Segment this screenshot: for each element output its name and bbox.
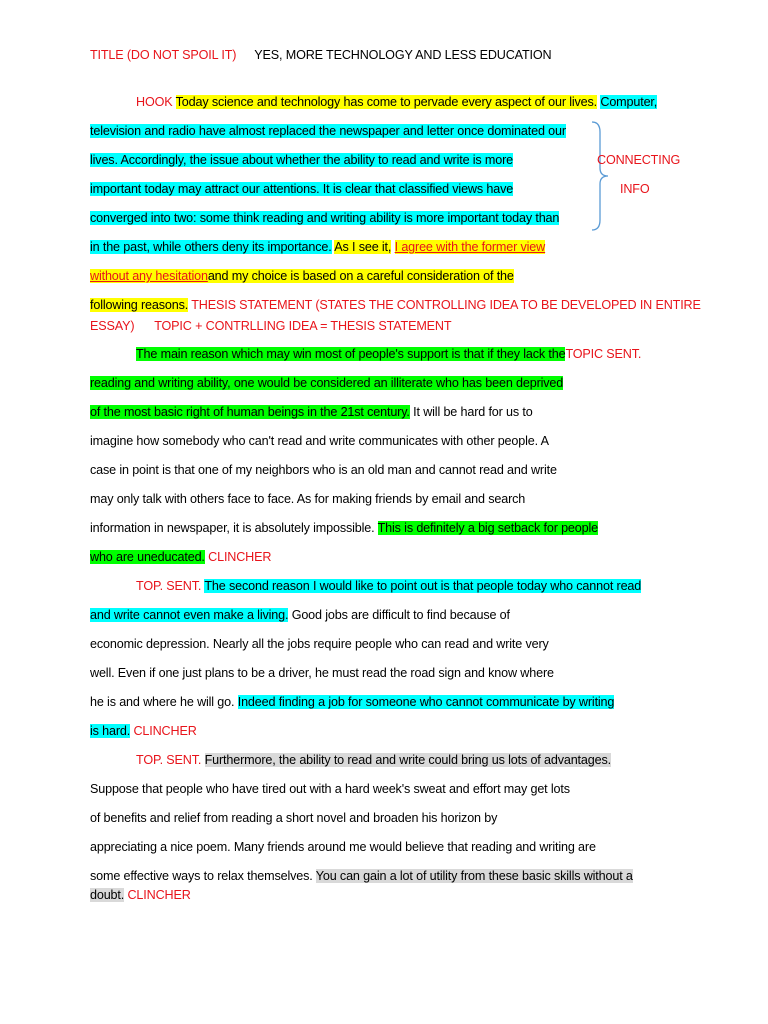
p1-line-8: following reasons. THESIS STATEMENT (STATES THE CONTROLLING IDEA TO BE DEVELOPED IN ENTIRE <box>90 298 701 312</box>
p1-line-7: without any hesitationand my choice is based on a careful consideration of the <box>90 269 514 283</box>
p4-line-6: doubt. CLINCHER <box>90 888 191 902</box>
p2-line-6: may only talk with others face to face. As for making friends by email and search <box>90 492 526 506</box>
p2-line-1 <box>136 346 641 363</box>
thesis-statement-label: THESIS STATEMENT (STATES THE CONTROLLING IDEA TO BE DEVELOPED IN ENTIRE <box>191 298 701 312</box>
p4-line-1: TOP. SENT. Furthermore, the ability to read and write could bring us lots of advantages. <box>136 753 611 767</box>
p3-line-1: TOP. SENT. The second reason I would like to point out is that people today who cannot read <box>136 579 642 593</box>
title-label: TITLE (DO NOT SPOIL IT) <box>90 48 237 62</box>
p1-line-9: ESSAY) TOPIC + CONTRLLING IDEA = THESIS STATEMENT <box>90 319 452 333</box>
p2-line-5: case in point is that one of my neighbors who is an old man and cannot read and write <box>90 463 557 477</box>
p3-line-5: he is and where he will go. Indeed finding a job for someone who cannot communicate by writing <box>90 695 615 709</box>
clincher-sentence: This is definitely a big setback for people <box>377 521 599 535</box>
clincher-label: CLINCHER <box>133 724 197 738</box>
connecting-note-1: CONNECTING <box>597 153 681 167</box>
thesis-position: I agree with the former view <box>394 240 546 254</box>
p2-line-2: reading and writing ability, one would be considered an illiterate who has been deprived <box>90 376 564 390</box>
p4-line-4: appreciating a nice poem. Many friends around me would believe that reading and writing are <box>90 840 596 854</box>
top-sent-label: TOP. SENT. <box>136 579 202 593</box>
p1-line-1 <box>136 94 657 111</box>
essay-title: YES, MORE TECHNOLOGY AND LESS EDUCATION <box>254 48 552 62</box>
brace-icon <box>590 120 610 232</box>
p1-line-5: converged into two: some think reading and writing ability is more important today than <box>90 211 560 225</box>
p4-line-3: of benefits and relief from reading a short novel and broaden his horizon by <box>90 811 498 825</box>
p1-line-3: lives. Accordingly, the issue about whether the ability to read and write is more <box>90 153 514 167</box>
p3-line-3: economic depression. Nearly all the jobs require people who can read and write very <box>90 637 549 651</box>
clincher-label: CLINCHER <box>127 888 191 902</box>
clincher-label: CLINCHER <box>208 550 272 564</box>
p1-line-6: in the past, while others deny its importance. As I see it, I agree with the former view <box>90 240 546 254</box>
connecting-note-2: INFO <box>620 182 650 196</box>
p4-line-2: Suppose that people who have tired out with a hard week's sweat and effort may get lots <box>90 782 570 796</box>
p2-line-7: information in newspaper, it is absolutely impossible. This is definitely a big setback for people <box>90 521 599 535</box>
p1-line-2: television and radio have almost replaced the newspaper and letter once dominated our <box>90 124 566 138</box>
connecting-text: Computer, <box>600 95 658 109</box>
topic-sentence: The main reason which may win most of people's support is that if they lack the <box>136 347 566 361</box>
hook-label: HOOK <box>136 95 173 109</box>
title-line <box>90 47 551 64</box>
hook-sentence: Today science and technology has come to pervade every aspect of our lives. <box>175 95 598 109</box>
p1-line-4: important today may attract our attentions. It is clear that classified views have <box>90 182 514 196</box>
p2-line-3: of the most basic right of human beings in the 21st century. It will be hard for us to <box>90 405 533 419</box>
p3-line-4: well. Even if one just plans to be a driver, he must read the road sign and know where <box>90 666 554 680</box>
p4-line-5: some effective ways to relax themselves. You can gain a lot of utility from these basic skills without a <box>90 869 633 883</box>
p3-line-2: and write cannot even make a living. Good jobs are difficult to find because of <box>90 608 510 622</box>
top-sent-label: TOP. SENT. <box>136 753 202 767</box>
p2-line-8: who are uneducated. CLINCHER <box>90 550 272 564</box>
topic-sent-label: TOPIC SENT. <box>565 347 642 361</box>
p2-line-4: imagine how somebody who can't read and write communicates with other people. A <box>90 434 549 448</box>
p3-line-6: is hard. CLINCHER <box>90 724 197 738</box>
